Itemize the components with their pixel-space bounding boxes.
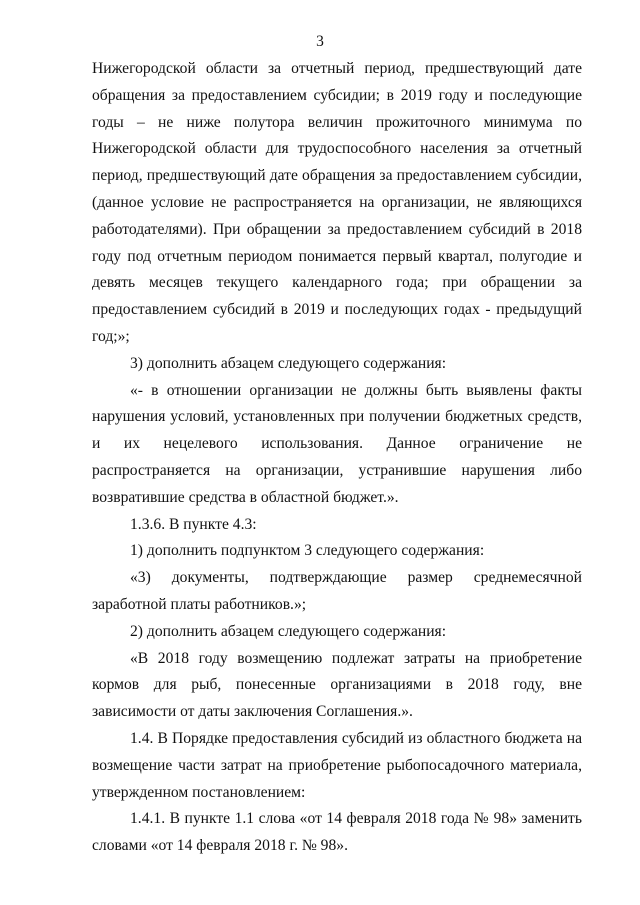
paragraph-clause-1-3-6: 1.3.6. В пункте 4.3:	[130, 515, 257, 533]
paragraph-quote-fish-feed: «В 2018 году возмещению подлежат затраты на приобретение кормов для рыб, понесенные организациями в 2018 году, вне зависимости от даты заключения Соглашения.».	[92, 649, 582, 721]
paragraph-clause-1-4: 1.4. В Порядке предоставления субсидий из областного бюджета на возмещение части затрат на приобретение рыбопосадочного материала, утвержденном постановлением:	[92, 729, 582, 801]
paragraph-quote-documents: «3) документы, подтверждающие размер среднемесячной заработной платы работников.»;	[92, 569, 582, 613]
paragraph-subitem-1: 1) дополнить подпунктом 3 следующего содержания:	[130, 542, 485, 560]
document-body	[92, 56, 582, 860]
paragraph-quote-organization: «- в отношении организации не должны быть выявлены факты нарушения условий, установленных при получении бюджетных средств, и их нецелевого использования. Данное ограничение не распространяется на организации, устранившие нарушения либо возвратившие средства в областной бюджет.».	[92, 381, 582, 506]
paragraph-continuation: Нижегородской области за отчетный период, предшествующий дате обращения за предоставлением субсидии; в 2019 году и последующие годы – не ниже полутора величин прожиточного минимума по Нижегородской области для трудоспособного населения за отчетный период, предшествующий дате обращения за предоставлением субсидии, (данное условие не распространяется на организации, не являющихся работодателями). При обращении за предоставлением субсидий в 2018 году под отчетным периодом понимается первый квартал, полугодие и девять месяцев текущего календарного года; при обращении за предоставлением субсидий в 2019 и последующих годах - предыдущий год;»;	[92, 60, 582, 345]
paragraph-clause-1-4-1: 1.4.1. В пункте 1.1 слова «от 14 февраля 2018 года № 98» заменить словами «от 14 февраля 2018 г. № 98».	[92, 810, 582, 855]
page-number: 3	[316, 33, 324, 50]
paragraph-subitem-2: 2) дополнить абзацем следующего содержания:	[130, 622, 447, 640]
paragraph-item-3: 3) дополнить абзацем следующего содержания:	[130, 354, 447, 372]
